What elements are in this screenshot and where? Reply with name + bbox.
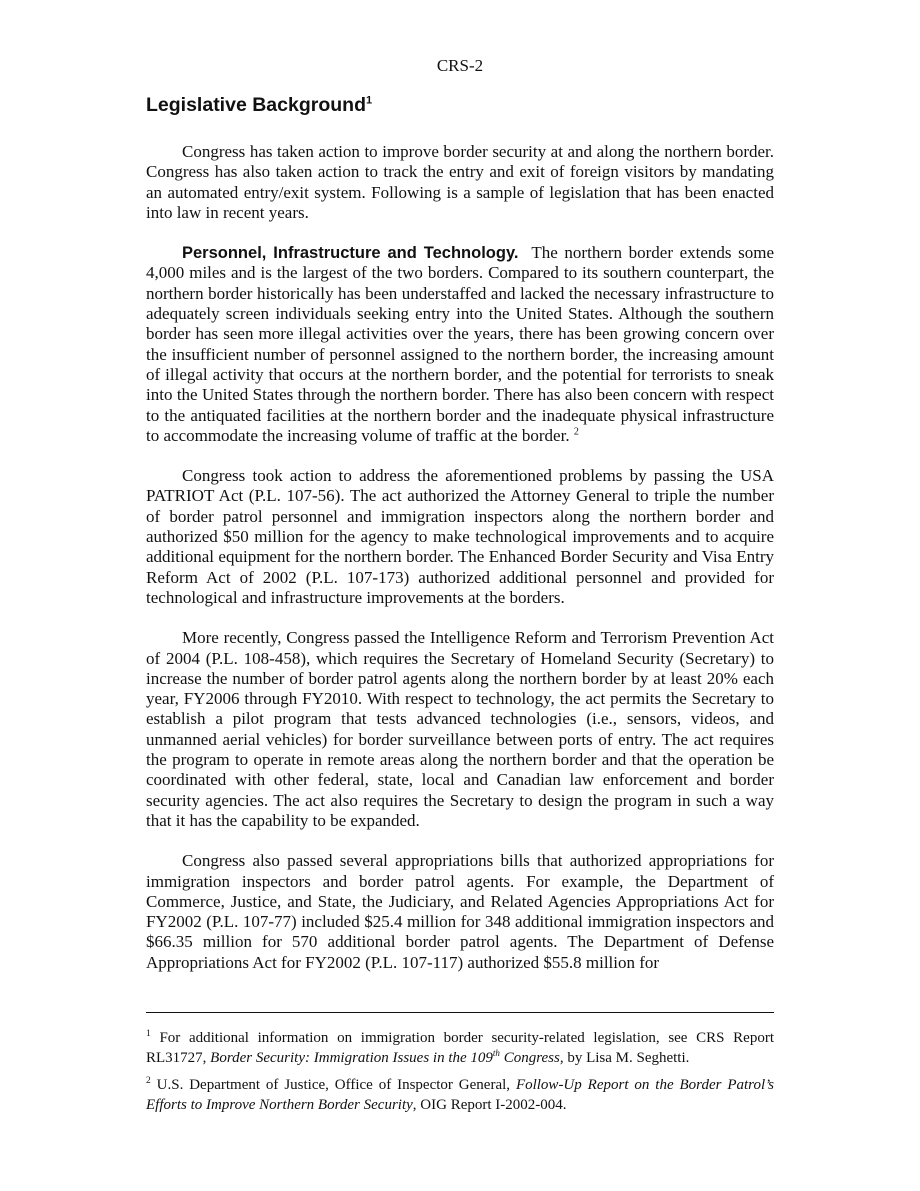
- paragraph-personnel-body: The northern border extends some 4,000 miles and is the largest of the two borders. Compared to its southern counterpart, the northern border historically has been understaffed and lacked the necessary infrastructure to adequately screen individuals seeking entry into the United States. Although the southern border has seen more illegal activities over the years, there has been growing concern over the insufficient number of personnel assigned to the northern border, the increasing amount of illegal activity that occurs at the northern border, and the potential for terrorists to sneak into the United States through the northern border. There has also been concern with respect to the antiquated facilities at the northern border and the inadequate physical infrastructure to accommodate the increasing volume of traffic at the border.: [146, 243, 775, 445]
- footnote-ref-2[interactable]: 2: [573, 426, 579, 438]
- footnote-separator: [146, 1012, 774, 1013]
- paragraph-intelligence-reform: More recently, Congress passed the Intelligence Reform and Terrorism Prevention Act of 2004 (P.L. 108-458), which requires the Secretary of Homeland Security (Secretary) to increase the number of border patrol agents along the northern border by at least 20% each year, FY2006 through FY2010. With respect to technology, the act permits the Secretary to establish a pilot program that tests advanced technologies (i.e., sensors, videos, and unmanned aerial vehicles) for border surveillance between ports of entry. The act requires the program to operate in remote areas along the northern border and that the operation be coordinated with other federal, state, local and Canadian law enforcement and border security agencies. The act also requires the Secretary to design the program in such a way that it has the capability to be expanded.: [146, 628, 774, 830]
- document-body: [146, 92, 774, 993]
- paragraph-appropriations: Congress also passed several appropriations bills that authorized appropriations for immigration inspectors and border patrol agents. For example, the Department of Commerce, Justice, and State, the Judiciary, and Related Agencies Appropriations Act for FY2002 (P.L. 107-77) included $25.4 million for 348 additional immigration inspectors and $66.35 million for 570 additional border patrol agents. The Department of Defense Appropriations Act for FY2002 (P.L. 107-117) authorized $55.8 million for: [146, 851, 774, 972]
- footnote-2-text-b: , OIG Report I-2002-004.: [412, 1097, 567, 1113]
- footnote-1-title: [210, 1050, 560, 1066]
- footnote-2-number: 2: [146, 1076, 151, 1086]
- footnote-1-number: 1: [146, 1029, 151, 1039]
- footnote-2-title: Follow-Up Report on the Border Patrol’s Efforts to Improve Northern Border Security: [146, 1077, 775, 1113]
- run-in-heading: Personnel, Infrastructure and Technology.: [182, 244, 519, 263]
- footnote-1-title-a: Border Security: Immigration Issues in the 109: [210, 1050, 493, 1066]
- page-number-header: CRS-2: [436, 56, 484, 75]
- footnote-1-text-b: , by Lisa M. Seghetti.: [559, 1050, 690, 1066]
- paragraph-patriot-act: Congress took action to address the aforementioned problems by passing the USA PATRIOT Act (P.L. 107-56). The act authorized the Attorney General to triple the number of border patrol personnel and immigration inspectors along the northern border and authorized $50 million for the agency to make technological improvements and to acquire additional equipment for the northern border. The Enhanced Border Security and Visa Entry Reform Act of 2002 (P.L. 107-173) authorized additional personnel and provided for technological and infrastructure improvements at the borders.: [146, 466, 774, 607]
- footnote-1: [146, 1028, 774, 1068]
- section-title: [146, 92, 774, 118]
- footnote-ref-1[interactable]: 1: [365, 94, 373, 107]
- paragraph-intro: Congress has taken action to improve border security at and along the northern border. Congress has also taken action to track the entry and exit of foreign visitors by mandating an automated entry/exit system. Following is a sample of legislation that has been enacted into law in recent years.: [146, 142, 774, 222]
- footnote-1-title-b: Congress: [499, 1050, 560, 1066]
- footnote-2-text-a: U.S. Department of Justice, Office of Inspector General,: [156, 1077, 516, 1093]
- footnotes: [146, 1028, 774, 1122]
- footnote-1-title-sup: th: [492, 1048, 500, 1058]
- section-title-text: Legislative Background: [146, 94, 366, 116]
- paragraph-personnel: [146, 243, 774, 446]
- footnote-1-text-a: For additional information on immigration border security-related legislation, see CRS Report RL31727,: [146, 1030, 774, 1066]
- footnote-2: [146, 1075, 774, 1115]
